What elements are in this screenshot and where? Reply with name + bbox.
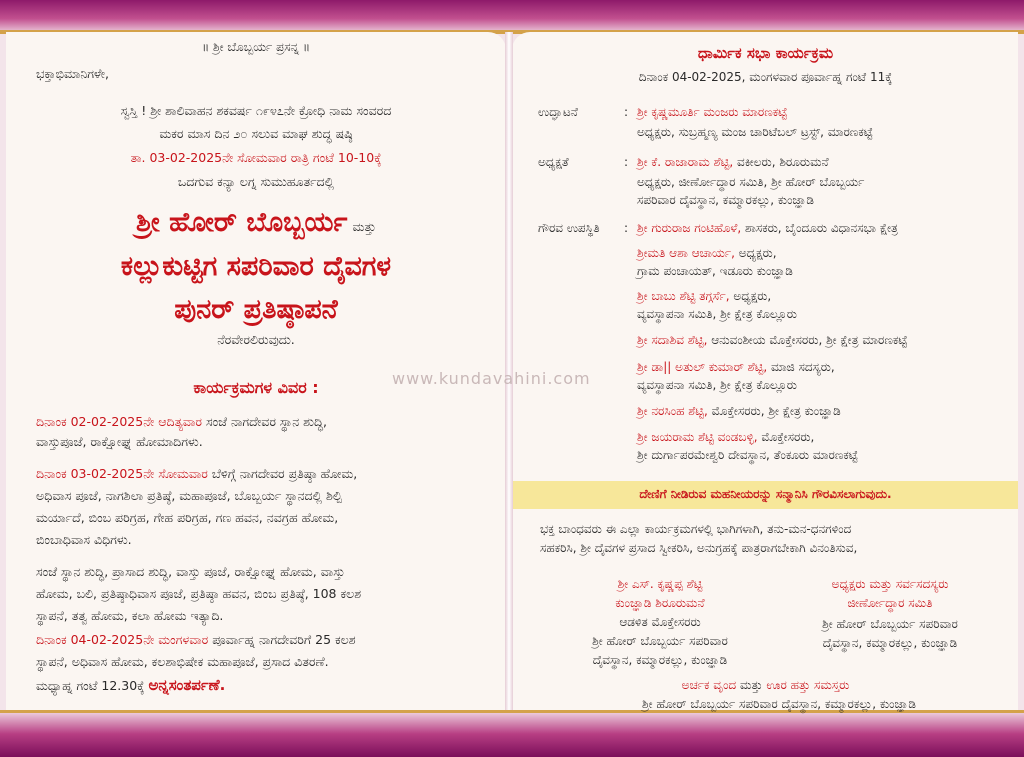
guest-7 xyxy=(637,430,814,445)
program-4-feast: ಅನ್ನಸಂತರ್ಪಣೆ. xyxy=(148,676,226,694)
guests-label: ಗೌರವ ಉಪಸ್ಥಿತಿ xyxy=(538,221,600,235)
title-conjunction: ಮತ್ತು xyxy=(352,219,377,234)
signatory-3-name xyxy=(513,678,1018,693)
program-heading: ಕಾರ್ಯಕ್ರಮಗಳ ವಿವರ : xyxy=(193,378,319,397)
program-1-date: ದಿನಾಂಕ 02-02-2025ನೇ ಆದಿತ್ಯವಾರ xyxy=(36,414,202,429)
inauguration-name: ಶ್ರೀ ಕೃಷ್ಣಮೂರ್ತಿ ಮಂಜರು ಮಾರಣಕಟ್ಟೆ xyxy=(637,105,788,119)
signatory-3-line-1: ಶ್ರೀ ಹೋರ್ ಬೊಬ್ಬರ್ಯ ಸಪರಿವಾರ ದೈವಸ್ಥಾನ, ಕಮ್ಮಾರಕಲ್ಲು, ಕುಂಜ್ಞಾಡಿ xyxy=(642,697,916,711)
guest-5-name: ಶ್ರೀ ಡಾ|| ಅತುಲ್ ಕುಮಾರ್ ಶೆಟ್ಟಿ, xyxy=(637,360,768,374)
program-4-line-1 xyxy=(36,632,356,648)
presidency-title: ವಕೀಲರು, ಶಿರೂರುಮನೆ xyxy=(736,155,829,169)
signatory-2-line-1: ಶ್ರೀ ಹೋರ್ ಬೊಬ್ಬರ್ಯ ಸಪರಿವಾರ xyxy=(822,617,958,631)
presidency-name: ಶ್ರೀ ಕೆ. ರಾಜಾರಾಮ ಶೆಟ್ಟಿ, xyxy=(637,155,734,169)
inauguration-label: ಉದ್ಘಾಟನೆ xyxy=(538,105,578,119)
guest-3-desc-2: ವ್ಯವಸ್ಥಾಪನಾ ಸಮಿತಿ, ಶ್ರೀ ಕ್ಷೇತ್ರ ಕೊಲ್ಲೂರು xyxy=(637,307,797,321)
inauguration-colon: : xyxy=(624,105,629,119)
program-1-line-1 xyxy=(36,414,327,430)
program-4-time: ಮಧ್ಯಾಹ್ನ ಗಂಟೆ 12.30ಕ್ಕೆ xyxy=(36,678,145,693)
intro-line-2: ಮಕರ ಮಾಸ ದಿನ ೨೦ ಸಲುವ ಮಾಘ ಶುದ್ಧ ಷಷ್ಠಿ xyxy=(159,126,353,141)
guest-3-name: ಶ್ರೀ ಬಾಬು ಶೆಟ್ಟಿ ತಗ್ಗರ್ಸೆ, xyxy=(637,289,730,303)
program-2-line-1 xyxy=(36,466,357,482)
program-3-line-2: ಹೋಮ, ಬಲಿ, ಪ್ರತಿಷ್ಠಾಧಿವಾಸ ಪೂಜೆ, ಪ್ರತಿಷ್ಠಾ ಹವನ, ಬಿಂಬ ಪ್ರತಿಷ್ಠೆ, 108 ಕಲಶ xyxy=(36,586,362,601)
program-2-line-2: ಅಧಿವಾಸ ಪೂಜೆ, ನಾಗಶಿಲಾ ಪ್ರತಿಷ್ಠೆ, ಮಹಾಪೂಜೆ, ಬೊಬ್ಬರ್ಯ ಸ್ಥಾನದಲ್ಲಿ ಶಿಲ್ಪಿ xyxy=(36,488,342,503)
program-2-text: ಬೆಳಿಗ್ಗೆ ನಾಗದೇವರ ಪ್ರತಿಷ್ಠಾ ಹೋಮ, xyxy=(211,466,358,481)
right-subheading: ದಿನಾಂಕ 04-02-2025, ಮಂಗಳವಾರ ಪೂರ್ವಾಹ್ನ ಗಂಟೆ 11ಕ್ಕೆ xyxy=(638,70,893,84)
guest-6-name: ಶ್ರೀ ನರಸಿಂಹ ಶೆಟ್ಟಿ, xyxy=(637,404,708,418)
intro-line-4: ಒದಗುವ ಕನ್ಯಾ ಲಗ್ನ ಸುಮುಹೂರ್ತದಲ್ಲಿ xyxy=(177,174,335,189)
title-deity-name: ಶ್ರೀ ಹೋರ್ ಬೊಬ್ಬರ್ಯ xyxy=(135,207,348,238)
watermark: www.kundavahini.com xyxy=(392,369,591,388)
program-2-line-4: ಬಿಂಬಾಧಿವಾಸ ವಿಧಿಗಳು. xyxy=(36,532,132,547)
appeal-line-1: ಭಕ್ತ ಬಾಂಧವರು ಈ ಎಲ್ಲಾ ಕಾರ್ಯಕ್ರಮಗಳಲ್ಲಿ ಭಾಗಿಗಳಾಗಿ, ತನು-ಮನ-ಧನಗಳಿಂದ xyxy=(540,522,852,536)
guest-7-desc: ಮೊಕ್ತೇಸರರು, xyxy=(761,430,815,444)
signatory-3-name-b: ಊರ ಹತ್ತು ಸಮಸ್ತರು xyxy=(766,678,850,692)
signatory-2-line-2: ದೈವಸ್ಥಾನ, ಕಮ್ಮಾರಕಲ್ಲು, ಕುಂಜ್ಞಾಡಿ xyxy=(822,636,958,650)
blessing-line: ॥ ಶ್ರೀ ಬೊಬ್ಬರ್ಯ ಪ್ರಸನ್ನ ॥ xyxy=(201,40,311,54)
guest-2-desc-2: ಗ್ರಾಮ ಪಂಚಾಯತ್, ಇಡೂರು ಕುಂಜ್ಞಾಡಿ xyxy=(637,264,793,278)
guests-colon: : xyxy=(624,221,629,235)
guest-2 xyxy=(637,246,777,261)
program-4-date: ದಿನಾಂಕ 04-02-2025ನೇ ಮಂಗಳವಾರ xyxy=(36,632,209,647)
guest-5-desc: ಮಾಜಿ ಸದಸ್ಯರು, xyxy=(771,360,835,374)
guest-2-name: ಶ್ರೀಮತಿ ಆಶಾ ಆಚಾರ್ಯ, xyxy=(637,246,735,260)
signatory-1-name: ಶ್ರೀ ಎಸ್. ಕೃಷ್ಣಪ್ಪ ಶೆಟ್ಟಿ xyxy=(617,577,703,591)
title-after: ನೆರವೇರಲಿರುವುದು. xyxy=(217,332,295,347)
program-4-text: ಪೂರ್ವಾಹ್ನ ನಾಗದೇವರಿಗೆ 25 ಕಲಶ xyxy=(212,632,356,647)
presidency-desc-2: ಸಪರಿವಾರ ದೈವಸ್ಥಾನ, ಕಮ್ಮಾರಕಲ್ಲು, ಕುಂಜ್ಞಾಡಿ xyxy=(637,193,814,207)
guest-4 xyxy=(637,333,907,348)
presidency-desc-1: ಅಧ್ಯಕ್ಷರು, ಜೀರ್ಣೋದ್ಧಾರ ಸಮಿತಿ, ಶ್ರೀ ಹೋರ್ ಬೊಬ್ಬರ್ಯ xyxy=(637,175,865,189)
guest-7-desc-2: ಶ್ರೀ ದುರ್ಗಾಪರಮೇಶ್ವರಿ ದೇವಸ್ಥಾನ, ತೆಂಕೂರು ಮಾರಣಕಟ್ಟೆ xyxy=(637,448,858,462)
title-line-2: ಕಲ್ಲುಕುಟ್ಟಿಗ ಸಪರಿವಾರ ದೈವಗಳ xyxy=(120,251,392,282)
signatory-1-line-2: ಶ್ರೀ ಹೋರ್ ಬೊಬ್ಬರ್ಯ ಸಪರಿವಾರ xyxy=(592,634,728,648)
program-4-line-2: ಸ್ಥಾಪನೆ, ಅಧಿವಾಸ ಹೋಮ, ಕಲಶಾಭಿಷೇಕ ಮಹಾಪೂಜೆ, ಪ್ರಸಾದ ವಿತರಣೆ. xyxy=(36,654,329,669)
intro-line-3: ತಾ. 03-02-2025ನೇ ಸೋಮವಾರ ರಾತ್ರಿ ಗಂಟೆ 10-10ಕ್ಕೆ xyxy=(130,150,382,165)
presidency-label: ಅಧ್ಯಕ್ಷತೆ xyxy=(538,155,569,169)
presidency-colon: : xyxy=(624,155,629,169)
guest-5 xyxy=(637,360,835,375)
intro-line-1: ಸ್ವಸ್ತಿ ! ಶ್ರೀ ಶಾಲಿವಾಹನ ಶಕವರ್ಷ ೧೯೪೭ನೇ ಕ್ರೋಧಿ ನಾಮ ಸಂವರದ xyxy=(120,103,392,118)
appeal-line-2: ಸಹಕರಿಸಿ, ಶ್ರೀ ದೈವಗಳ ಪ್ರಸಾದ ಸ್ವೀಕರಿಸಿ, ಅನುಗ್ರಹಕ್ಕೆ ಪಾತ್ರರಾಗಬೇಕಾಗಿ ವಿನಂತಿಸುವ, xyxy=(540,541,858,555)
presidency-name-line xyxy=(637,155,829,170)
program-3-line-3: ಸ್ಥಾಪನೆ, ತತ್ವ ಹೋಮ, ಕಲಾ ಹೋಮ ಇತ್ಯಾದಿ. xyxy=(36,608,224,623)
program-1-text: ಸಂಜೆ ನಾಗದೇವರ ಸ್ಥಾನ ಶುದ್ಧಿ, xyxy=(205,414,328,429)
signatory-2-place: ಜೀರ್ಣೋದ್ಧಾರ ಸಮಿತಿ xyxy=(847,596,933,610)
guest-7-name: ಶ್ರೀ ಜಯರಾಮ ಶೆಟ್ಟಿ ವಂಡಬಳ್ಳಿ, xyxy=(637,430,758,444)
bottom-border xyxy=(0,711,1024,757)
guest-3-desc: ಅಧ್ಯಕ್ಷರು, xyxy=(733,289,772,303)
top-border xyxy=(0,0,1024,34)
signatory-1-line-3: ದೈವಸ್ಥಾನ, ಕಮ್ಮಾರಕಲ್ಲು, ಕುಂಜ್ಞಾಡಿ xyxy=(592,653,728,667)
signatory-1-place: ಕುಂಜ್ಞಾಡಿ ಶಿರೂರುಮನೆ xyxy=(615,596,705,610)
title-line-3: ಪುನರ್ ಪ್ರತಿಷ್ಠಾಪನೆ xyxy=(174,294,338,325)
program-2-date: ದಿನಾಂಕ 03-02-2025ನೇ ಸೋಮವಾರ xyxy=(36,466,208,481)
greeting: ಭಕ್ತಾಭಿಮಾನಿಗಳೇ, xyxy=(36,66,109,81)
title-line-1 xyxy=(6,205,506,241)
signatory-1-line-1: ಆಡಳಿತ ಮೊಕ್ತೇಸರರು xyxy=(619,615,701,629)
guest-6-desc: ಮೊಕ್ತೇಸರರು, ಶ್ರೀ ಕ್ಷೇತ್ರ ಕುಂಜ್ಞಾಡಿ xyxy=(711,404,841,418)
guest-3 xyxy=(637,289,771,304)
guest-1 xyxy=(637,221,898,236)
signatory-3-name-a: ಅರ್ಚಕ ವೃಂದ xyxy=(681,678,737,692)
guest-4-desc: ಆನುವಂಶೀಯ ಮೊಕ್ತೇಸರರು, ಶ್ರೀ ಕ್ಷೇತ್ರ ಮಾರಣಕಟ್ಟೆ xyxy=(711,333,908,347)
guest-6 xyxy=(637,404,841,419)
inauguration-desc: ಅಧ್ಯಕ್ಷರು, ಸುಬ್ರಹ್ಮಣ್ಯ ಮಂಜ ಚಾರಿಟೆಬಲ್ ಟ್ರಸ್ಟ್, ಮಾರಣಕಟ್ಟೆ xyxy=(637,125,873,139)
signatory-2-name: ಅಧ್ಯಕ್ಷರು ಮತ್ತು ಸರ್ವಸದಸ್ಯರು xyxy=(831,577,949,591)
guest-4-name: ಶ್ರೀ ಸದಾಶಿವ ಶೆಟ್ಟಿ, xyxy=(637,333,708,347)
guest-1-desc: ಶಾಸಕರು, ಬೈಂದೂರು ವಿಧಾನಸಭಾ ಕ್ಷೇತ್ರ xyxy=(745,221,898,235)
guest-2-desc: ಅಧ್ಯಕ್ಷರು, xyxy=(738,246,777,260)
program-2-line-3: ಮರ್ಯಾದೆ, ಬಿಂಬ ಪರಿಗ್ರಹ, ಗೇಹ ಪರಿಗ್ರಹ, ಗಣ ಹವನ, ನವಗ್ರಹ ಹೋಮ, xyxy=(36,510,339,525)
right-heading: ಧಾರ್ಮಿಕ ಸಭಾ ಕಾರ್ಯಕ್ರಮ xyxy=(697,44,834,62)
signatory-3-conjunction: ಮತ್ತು xyxy=(739,678,763,692)
program-4-line-3 xyxy=(36,677,225,694)
guest-1-name: ಶ್ರೀ ಗುರುರಾಜ ಗಂಟಿಹೊಳೆ, xyxy=(637,221,742,235)
program-3-line-1: ಸಂಜೆ ಸ್ಥಾನ ಶುದ್ಧಿ, ಪ್ರಾಸಾದ ಶುದ್ಧಿ, ವಾಸ್ತು ಪೂಜೆ, ರಾಕ್ಷೋಘ್ನ ಹೋಮ, ವಾಸ್ತು xyxy=(36,564,345,579)
felicitation-text: ದೇಣಿಗೆ ನೀಡಿರುವ ಮಹನೀಯರನ್ನು ಸನ್ಮಾನಿಸಿ ಗೌರವಿಸಲಾಗುವುದು. xyxy=(639,487,892,501)
program-1-line-2: ವಾಸ್ತುಪೂಜೆ, ರಾಕ್ಷೋಘ್ನ ಹೋಮಾದಿಗಳು. xyxy=(36,434,203,449)
guest-5-desc-2: ವ್ಯವಸ್ಥಾಪನಾ ಸಮಿತಿ, ಶ್ರೀ ಕ್ಷೇತ್ರ ಕೊಲ್ಲೂರು xyxy=(637,378,797,392)
